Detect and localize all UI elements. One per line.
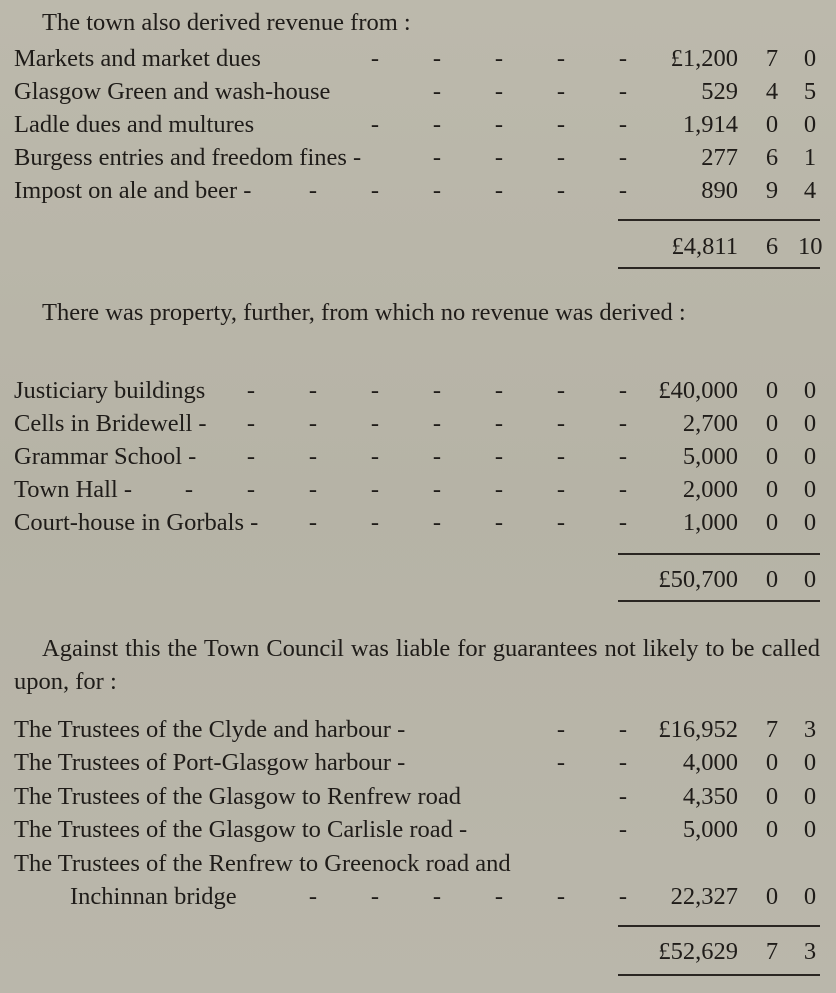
total-row <box>14 230 822 263</box>
amount-pence: 3 <box>803 716 817 743</box>
amount-shillings: 0 <box>765 377 779 404</box>
amount-pounds: 5,000 <box>682 443 738 470</box>
amount-shillings: 7 <box>765 716 779 743</box>
total-rule <box>618 267 820 269</box>
amount-pounds: £4,811 <box>671 233 738 260</box>
amount-pounds: £40,000 <box>658 377 738 404</box>
dot-leaders: - - - - - - - <box>246 443 627 470</box>
table-row <box>14 407 822 440</box>
amount-shillings: 0 <box>765 566 779 593</box>
amount-shillings: 6 <box>765 144 779 171</box>
amount-pence: 3 <box>803 938 817 965</box>
row-label: The Trustees of Port-Glasgow harbour - <box>14 749 406 777</box>
row-label: Justiciary buildings <box>14 377 206 404</box>
amount-pence: 0 <box>803 111 817 138</box>
row-label: The Trustees of the Glasgow to Renfrew road <box>14 782 462 810</box>
table-row <box>14 847 822 880</box>
row-label: The Trustees of the Glasgow to Carlisle road - <box>14 816 468 844</box>
amount-pounds: 4,000 <box>682 749 738 777</box>
amount-pence: 4 <box>803 177 817 204</box>
amount-pounds: £1,200 <box>670 45 738 72</box>
table-row <box>14 42 822 75</box>
amount-pounds: 4,350 <box>682 782 738 810</box>
table-row <box>14 713 822 746</box>
table-row <box>14 473 822 506</box>
row-label: Impost on ale and beer - <box>14 177 252 204</box>
dot-leaders: - - - - - - - <box>246 377 627 404</box>
table-row <box>14 880 822 913</box>
row-label: Court-house in Gorbals - <box>14 509 259 536</box>
dot-leaders: - - - - - - - - <box>184 476 627 503</box>
amount-pence: 0 <box>803 509 817 536</box>
amount-shillings: 0 <box>765 111 779 138</box>
dot-leaders: - - - - - <box>370 45 627 72</box>
amount-pence: 1 <box>803 144 817 171</box>
row-label: Ladle dues and multures <box>14 111 255 138</box>
amount-shillings: 6 <box>765 233 779 260</box>
row-label: Cells in Bridewell - <box>14 410 207 437</box>
amount-pounds: 277 <box>701 144 738 171</box>
amount-pence: 0 <box>803 883 817 910</box>
table-row <box>14 813 822 846</box>
amount-pounds: 2,000 <box>682 476 738 503</box>
amount-pence: 0 <box>803 782 817 810</box>
table-row <box>14 780 822 813</box>
table-row <box>14 141 822 174</box>
total-rule <box>618 925 820 927</box>
dot-leaders: - - <box>556 716 627 743</box>
amount-shillings: 0 <box>765 509 779 536</box>
amount-pence: 0 <box>803 410 817 437</box>
section1-intro: The town also derived revenue from : <box>42 9 411 36</box>
table-row <box>14 174 822 207</box>
table-row <box>14 506 822 539</box>
amount-pounds: 1,914 <box>682 111 738 138</box>
amount-shillings: 0 <box>765 443 779 470</box>
amount-shillings: 0 <box>765 816 779 844</box>
row-label: Town Hall - <box>14 476 133 503</box>
total-row <box>14 935 822 968</box>
total-rule <box>618 219 820 221</box>
amount-pence: 0 <box>803 749 817 777</box>
row-label: The Trustees of the Renfrew to Greenock road and <box>14 849 511 877</box>
amount-shillings: 0 <box>765 883 779 910</box>
dot-leaders: - - - - - - <box>308 177 627 204</box>
amount-pounds: £16,952 <box>658 716 738 743</box>
row-label: Inchinnan bridge <box>70 883 237 910</box>
amount-pounds: £50,700 <box>658 566 738 593</box>
total-row <box>14 563 822 596</box>
amount-shillings: 0 <box>765 476 779 503</box>
table-row <box>14 75 822 108</box>
amount-pence: 0 <box>803 443 817 470</box>
amount-pounds: 529 <box>701 78 738 105</box>
amount-shillings: 0 <box>765 410 779 437</box>
row-label: Markets and market dues <box>14 45 261 72</box>
amount-pounds: 890 <box>701 177 738 204</box>
total-rule <box>618 600 820 602</box>
amount-pounds: 1,000 <box>682 509 738 536</box>
dot-leaders: - - - - - - <box>308 509 627 536</box>
dot-leaders: - - - - - - - <box>246 410 627 437</box>
amount-pence: 0 <box>803 377 817 404</box>
amount-shillings: 0 <box>765 749 779 777</box>
amount-pence: 0 <box>803 45 817 72</box>
amount-pence: 0 <box>803 476 817 503</box>
row-label: Grammar School - <box>14 443 197 470</box>
amount-pence: 10 <box>798 233 823 260</box>
amount-pence: 5 <box>803 78 817 105</box>
dot-leaders: - - - - - - <box>308 883 627 910</box>
table-row <box>14 746 822 779</box>
dot-leaders: - - <box>556 749 627 777</box>
amount-pounds: 2,700 <box>682 410 738 437</box>
dot-leaders: - - - - <box>432 144 627 171</box>
table-row <box>14 108 822 141</box>
amount-pounds: 5,000 <box>682 816 738 844</box>
amount-shillings: 4 <box>765 78 779 105</box>
amount-pence: 0 <box>803 816 817 844</box>
amount-pence: 0 <box>803 566 817 593</box>
total-rule <box>618 553 820 555</box>
row-label: Glasgow Green and wash-house <box>14 78 331 105</box>
table-row <box>14 440 822 473</box>
total-rule <box>618 974 820 976</box>
dot-leaders: - - - - <box>432 78 627 105</box>
section2-intro: There was property, further, from which no revenue was derived : <box>42 299 686 326</box>
row-label: Burgess entries and freedom fines - <box>14 144 362 171</box>
amount-shillings: 7 <box>765 938 779 965</box>
table-row <box>14 374 822 407</box>
section3-intro: Against this the Town Council was liable for guarantees not likely to be called upon, for : <box>14 635 820 695</box>
amount-pounds: 22,327 <box>670 883 738 910</box>
dot-leaders: - - - - - <box>370 111 627 138</box>
amount-pounds: £52,629 <box>658 938 738 965</box>
amount-shillings: 7 <box>765 45 779 72</box>
dot-leaders: - <box>618 782 627 810</box>
amount-shillings: 9 <box>765 177 779 204</box>
amount-shillings: 0 <box>765 782 779 810</box>
dot-leaders: - <box>618 816 627 844</box>
row-label: The Trustees of the Clyde and harbour - <box>14 716 406 743</box>
